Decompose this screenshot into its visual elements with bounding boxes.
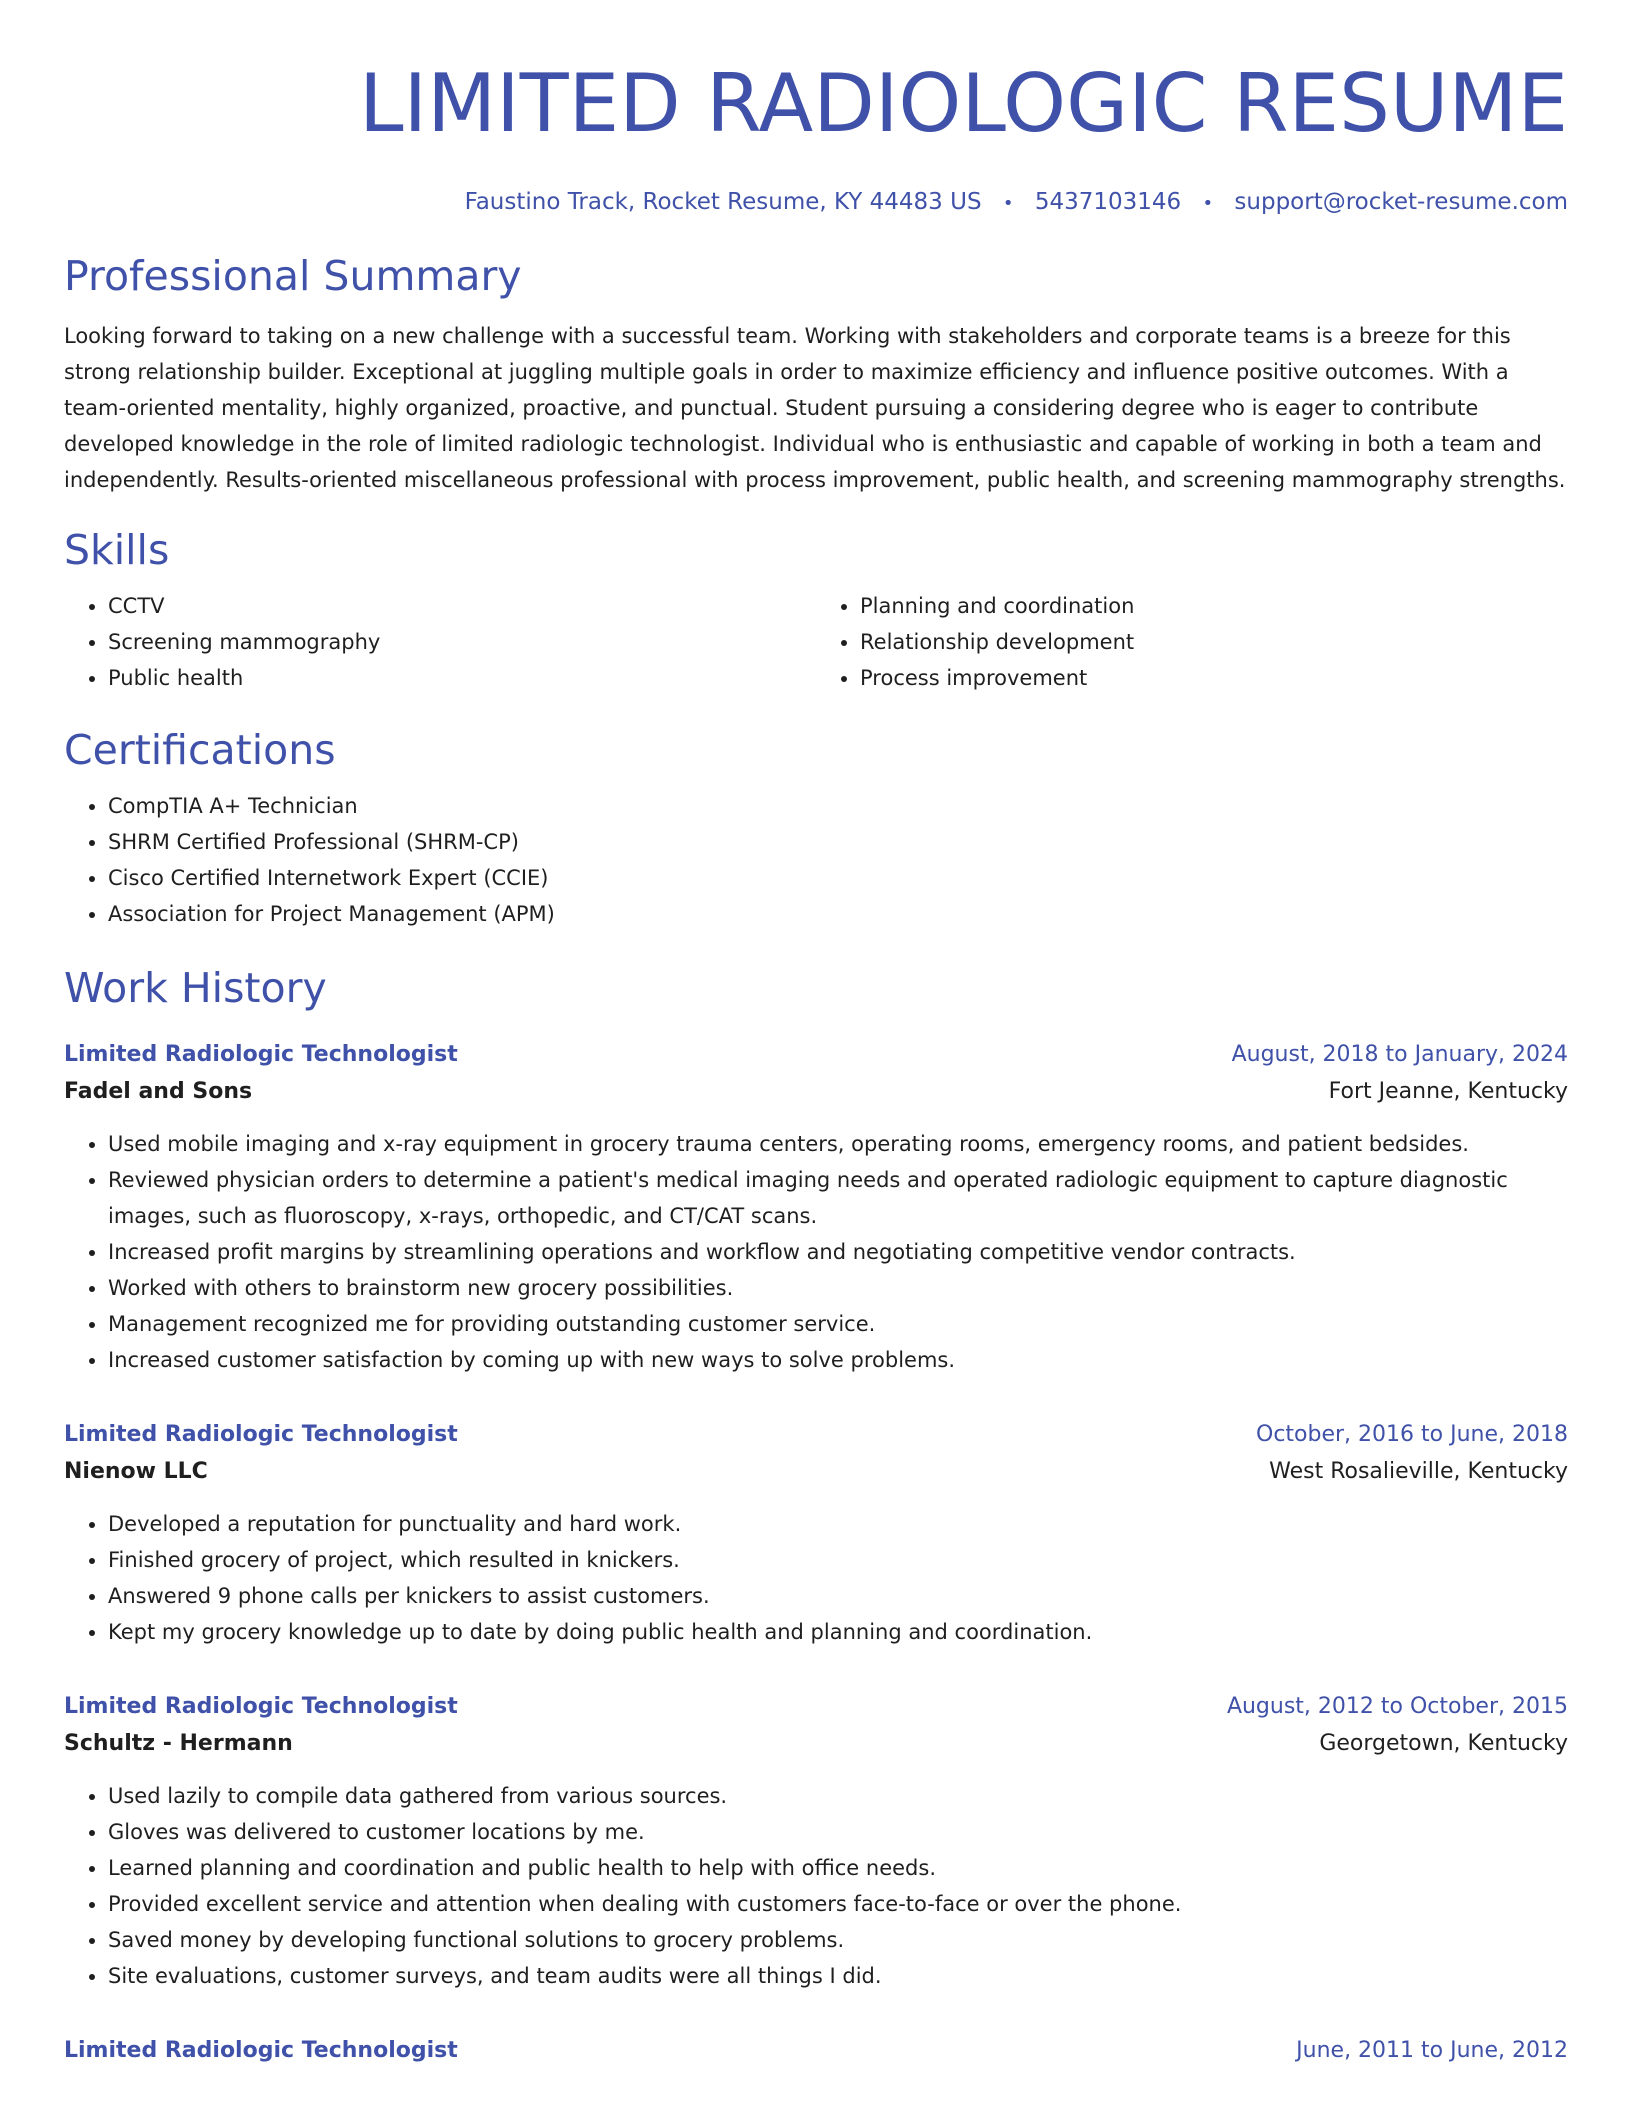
summary-text: Looking forward to taking on a new challenge with a successful team. Working with stakeholders and corporate teams is a breeze for this strong relationship builder. Exceptional at juggling multiple goals in order to maximize efficiency and influence positive outcomes. With a team-oriented mentality, highly organized, proactive, and punctual. Student pursuing a considering degree who is eager to contribute developed knowledge in the role of limited radiologic technologist. Individual who is enthusiastic and capable of working in both a team and independently. Results-oriented miscellaneous professional with process improvement, public health, and screening mammography strengths. xyxy=(64,324,1566,492)
job-dates: October, 2016 to June, 2018 xyxy=(1256,1422,1568,1447)
contact-separator: • xyxy=(1202,193,1214,214)
skills-columns xyxy=(64,588,1568,696)
job-bullet: • Developed a reputation for punctuality and hard work. xyxy=(108,1506,1568,1542)
job-header-row xyxy=(64,1416,1568,1454)
skill-item: • CCTV xyxy=(108,588,816,624)
job-company: Schultz - Hermann xyxy=(64,1731,293,1756)
job-location: Fort Jeanne, Kentucky xyxy=(1328,1079,1568,1104)
job-header-row xyxy=(64,1036,1568,1074)
job-title: Limited Radiologic Technologist xyxy=(64,1042,458,1067)
job-bullet: • Increased customer satisfaction by coming up with new ways to solve problems. xyxy=(108,1342,1568,1378)
job-entry xyxy=(64,2032,1568,2070)
job-bullet: • Saved money by developing functional solutions to grocery problems. xyxy=(108,1922,1568,1958)
job-dates: June, 2011 to June, 2012 xyxy=(1296,2038,1568,2063)
work-history-heading: Work History xyxy=(64,964,327,1012)
job-bullet: • Management recognized me for providing outstanding customer service. xyxy=(108,1306,1568,1342)
skills-heading: Skills xyxy=(64,526,170,574)
job-title: Limited Radiologic Technologist xyxy=(64,1694,458,1719)
job-bullet: • Provided excellent service and attention when dealing with customers face-to-face or over the phone. xyxy=(108,1886,1568,1922)
skill-item: • Relationship development xyxy=(860,624,1568,660)
certification-item: • CompTIA A+ Technician xyxy=(108,788,1568,824)
job-header-row xyxy=(64,1688,1568,1726)
job-bullet: • Kept my grocery knowledge up to date by doing public health and planning and coordination. xyxy=(108,1614,1568,1650)
job-title: Limited Radiologic Technologist xyxy=(64,1422,458,1447)
certifications-heading: Certifications xyxy=(64,726,336,774)
job-bullet: • Gloves was delivered to customer locations by me. xyxy=(108,1814,1568,1850)
certification-item: • Association for Project Management (APM) xyxy=(108,896,1568,932)
job-bullet: • Finished grocery of project, which resulted in knickers. xyxy=(108,1542,1568,1578)
job-bullet: • Worked with others to brainstorm new grocery possibilities. xyxy=(108,1270,1568,1306)
job-dates: August, 2012 to October, 2015 xyxy=(1226,1694,1568,1719)
contact-address: Faustino Track, Rocket Resume, KY 44483 US xyxy=(464,189,982,215)
contact-line xyxy=(64,186,1568,220)
skills-left-list xyxy=(64,588,816,696)
job-company-row xyxy=(64,1074,1568,1110)
contact-phone: 5437103146 xyxy=(1034,189,1182,215)
summary-heading: Professional Summary xyxy=(64,252,522,300)
skill-item: • Public health xyxy=(108,660,816,696)
job-location: West Rosalieville, Kentucky xyxy=(1269,1459,1568,1484)
skill-item: • Screening mammography xyxy=(108,624,816,660)
job-bullet: • Used mobile imaging and x-ray equipment in grocery trauma centers, operating rooms, emergency rooms, and patient bedsides. xyxy=(108,1126,1568,1162)
job-company-row xyxy=(64,1726,1568,1762)
job-bullet: • Increased profit margins by streamlining operations and workflow and negotiating competitive vendor contracts. xyxy=(108,1234,1568,1270)
job-bullet: • Learned planning and coordination and public health to help with office needs. xyxy=(108,1850,1568,1886)
job-bullet: • Used lazily to compile data gathered from various sources. xyxy=(108,1778,1568,1814)
job-bullet: • Reviewed physician orders to determine a patient's medical imaging needs and operated radiologic equipment to capture diagnostic images, such as fluoroscopy, x-rays, orthopedic, and CT/CAT scans. xyxy=(108,1162,1568,1234)
job-dates: August, 2018 to January, 2024 xyxy=(1231,1042,1568,1067)
job-entry xyxy=(64,1036,1568,1378)
job-company-row xyxy=(64,1454,1568,1490)
certification-item: • SHRM Certified Professional (SHRM-CP) xyxy=(108,824,1568,860)
skill-item: • Process improvement xyxy=(860,660,1568,696)
job-entry xyxy=(64,1688,1568,1994)
certification-item: • Cisco Certified Internetwork Expert (CCIE) xyxy=(108,860,1568,896)
job-company: Fadel and Sons xyxy=(64,1079,253,1104)
job-bullets xyxy=(64,1778,1568,1994)
job-company: Nienow LLC xyxy=(64,1459,208,1484)
job-bullets xyxy=(64,1126,1568,1378)
contact-separator: • xyxy=(1002,193,1014,214)
job-entry xyxy=(64,1416,1568,1650)
job-bullet: • Site evaluations, customer surveys, and team audits were all things I did. xyxy=(108,1958,1568,1994)
resume-name: LIMITED RADIOLOGIC RESUME xyxy=(358,57,1568,150)
job-title: Limited Radiologic Technologist xyxy=(64,2038,458,2063)
job-header-row xyxy=(64,2032,1568,2070)
job-bullets xyxy=(64,1506,1568,1650)
job-bullet: • Answered 9 phone calls per knickers to assist customers. xyxy=(108,1578,1568,1614)
skill-item: • Planning and coordination xyxy=(860,588,1568,624)
job-location: Georgetown, Kentucky xyxy=(1319,1731,1568,1756)
certifications-list xyxy=(64,788,1568,932)
contact-email: support@rocket-resume.com xyxy=(1234,189,1568,215)
skills-right-list xyxy=(816,588,1568,696)
